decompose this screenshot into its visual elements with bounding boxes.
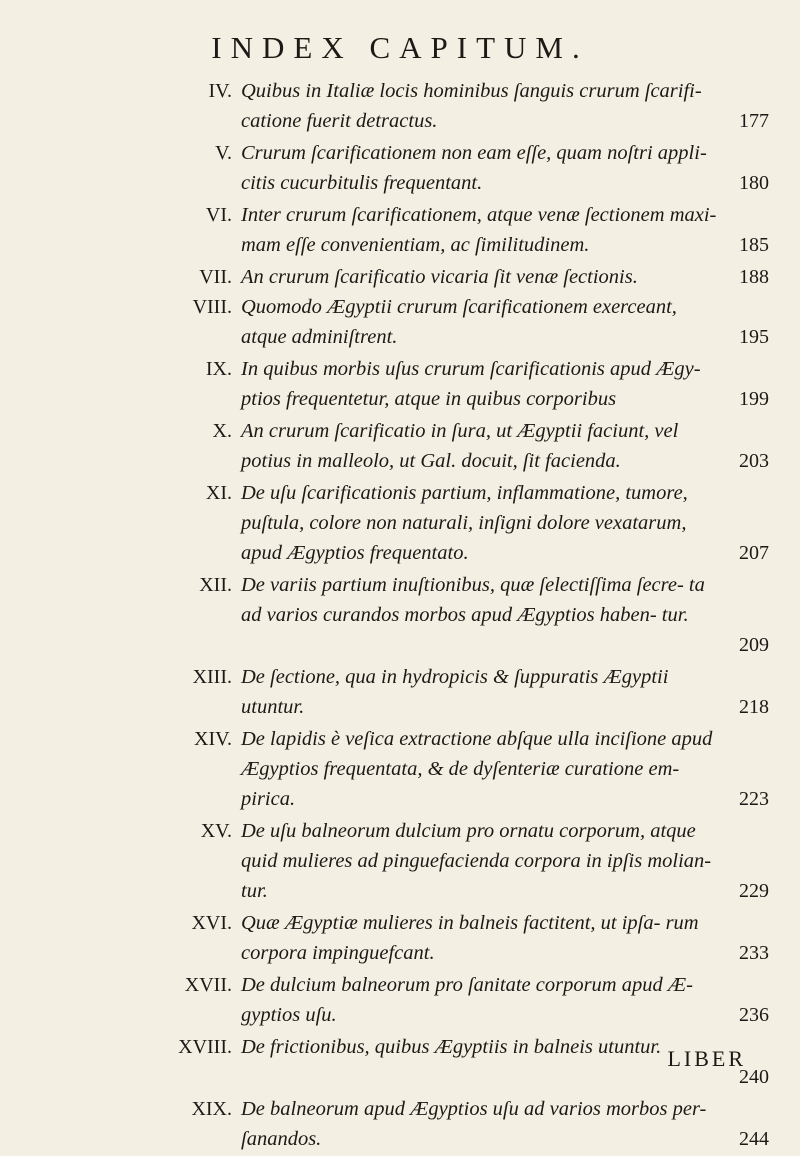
chapter-numeral: IX. — [205, 358, 232, 380]
chapter-numeral: XIII. — [192, 666, 232, 688]
chapter-numeral: XI. — [205, 482, 232, 504]
index-entry — [0, 970, 800, 1032]
index-entry — [0, 724, 800, 816]
index-entry — [0, 908, 800, 970]
page-number: 207 — [739, 542, 769, 564]
chapter-numeral: XIX. — [191, 1098, 232, 1120]
page-number: 188 — [739, 266, 769, 288]
chapter-title: 188 An crurum ſcarificatio vicaria ſit venæ ſectionis. — [241, 262, 769, 292]
index-entry — [0, 816, 800, 908]
page-number: 229 — [739, 880, 769, 902]
chapter-title: 233 Quæ Ægyptiæ mulieres in balneis factitent, ut ipſa- rum corpora impinguefcant. — [241, 908, 769, 968]
page-number: 195 — [739, 326, 769, 348]
chapter-numeral: XVIII. — [178, 1036, 232, 1058]
chapter-numeral: VII. — [199, 266, 232, 288]
chapter-title: 218 De ſectione, qua in hydropicis & ſuppuratis Ægyptii utuntur. — [241, 662, 769, 722]
index-entry — [0, 1094, 800, 1156]
index-entry — [0, 354, 800, 416]
chapter-title: 244 De balneorum apud Ægyptios uſu ad varios morbos per- ſanandos. — [241, 1094, 769, 1154]
chapter-title: 223 De lapidis è veſica extractione abſque ulla inciſione apud Ægyptios frequentata, & de dyſenteriæ curatione em- pirica. — [241, 724, 769, 814]
chapter-title: 180 Crurum ſcarificationem non eam eſſe, quam noſtri appli- citis cucurbitulis frequentant. — [241, 138, 769, 198]
index-entry — [0, 138, 800, 200]
chapter-title: 203 An crurum ſcarificatio in ſura, ut Ægyptii faciunt, vel potius in malleolo, ut Gal. docuit, ſit facienda. — [241, 416, 769, 476]
chapter-title: 185 Inter crurum ſcarificationem, atque venæ ſectionem maxi- mam eſſe convenientiam, ac ſimilitudinem. — [241, 200, 769, 260]
chapter-index-list — [0, 76, 800, 1156]
chapter-numeral: X. — [212, 420, 232, 442]
chapter-title: 195 Quomodo Ægyptii crurum ſcarificationem exerceant, atque adminiſtrent. — [241, 292, 769, 352]
page-number: 218 — [739, 696, 769, 718]
index-entry — [0, 200, 800, 262]
index-entry — [0, 570, 800, 662]
page-number: 240 — [739, 1066, 769, 1088]
index-entry — [0, 478, 800, 570]
page-number: 203 — [739, 450, 769, 472]
chapter-title: 209 De variis partium inuſtionibus, quæ ſelectiſſima ſecre- ta ad varios curandos morbos apud Ægyptios haben- tur. — [241, 570, 769, 630]
chapter-title: De frictionibus, quibus Ægyptiis in balneis utuntur. 240 — [241, 1032, 769, 1092]
chapter-title: 207 De uſu ſcarificationis partium, inflammatione, tumore, puſtula, colore non naturali, inſigni dolore vexatarum, apud Ægyptios frequentato. — [241, 478, 769, 568]
page-number: 223 — [739, 788, 769, 810]
catchword: LIBER — [667, 1046, 746, 1071]
chapter-title: 229 De uſu balneorum dulcium pro ornatu corporum, atque quid mulieres ad pinguefacienda corpora in ipſis molian- tur. — [241, 816, 769, 906]
chapter-numeral: IV. — [208, 80, 232, 102]
chapter-numeral: XIV. — [194, 728, 232, 750]
chapter-title: 177 Quibus in Italiæ locis hominibus ſanguis crurum ſcarifi- catione fuerit detractus. — [241, 76, 769, 136]
page-header: INDEX CAPITUM. — [211, 30, 589, 65]
chapter-numeral: V. — [215, 142, 232, 164]
index-entry — [0, 262, 800, 292]
chapter-numeral: XVI. — [191, 912, 232, 934]
page-number: 185 — [739, 234, 769, 256]
page-number: 244 — [739, 1128, 769, 1150]
chapter-title: 236 De dulcium balneorum pro ſanitate corporum apud Æ- gyptios uſu. — [241, 970, 769, 1030]
chapter-numeral: VIII. — [192, 296, 232, 318]
chapter-numeral: XV. — [200, 820, 232, 842]
index-entry — [0, 662, 800, 724]
page-number: 180 — [739, 172, 769, 194]
chapter-title: 199 In quibus morbis uſus crurum ſcarificationis apud Ægy- ptios frequentetur, atque in quibus corporibus — [241, 354, 769, 414]
page-number: 236 — [739, 1004, 769, 1026]
index-entry — [0, 416, 800, 478]
chapter-numeral: XVII. — [184, 974, 232, 996]
chapter-numeral: XII. — [199, 574, 232, 596]
page-number: 177 — [739, 110, 769, 132]
page-number: 233 — [739, 942, 769, 964]
page-number: 209 — [739, 634, 769, 656]
index-entry — [0, 76, 800, 138]
chapter-numeral: VI. — [205, 204, 232, 226]
page-number: 199 — [739, 388, 769, 410]
index-entry — [0, 292, 800, 354]
